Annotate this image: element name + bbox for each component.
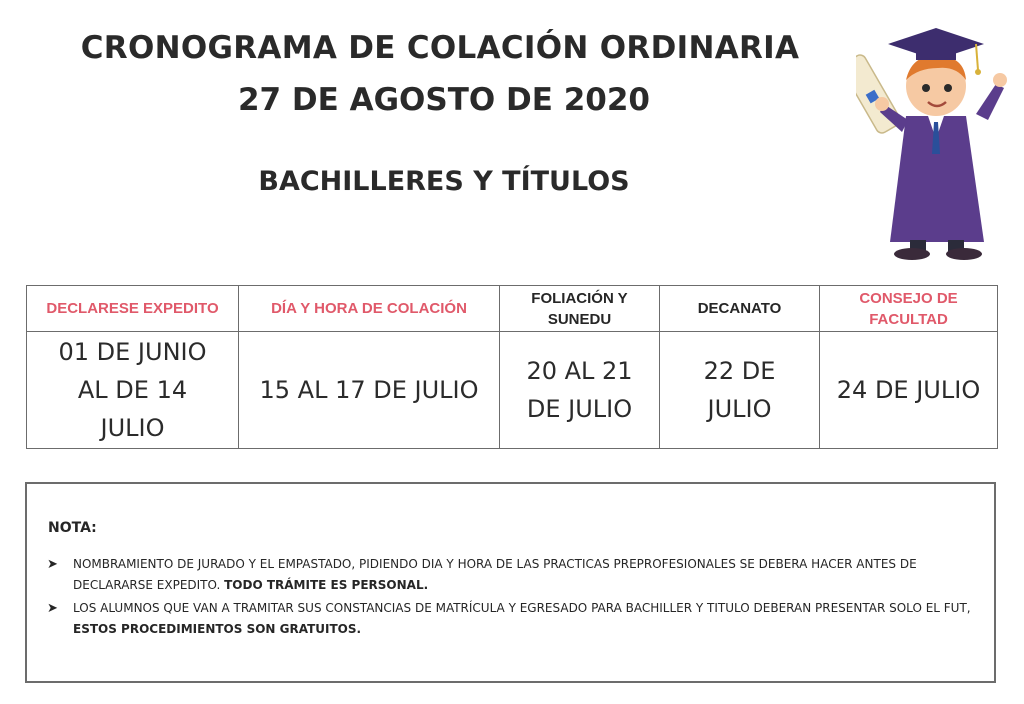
date-line: 01 DE JUNIO (58, 338, 207, 366)
note-item-emphasis: TODO TRÁMITE ES PERSONAL. (224, 578, 429, 592)
note-item (47, 554, 997, 596)
note-item-text: NOMBRAMIENTO DE JURADO Y EL EMPASTADO, PIDIENDO DIA Y HORA DE LAS PRACTICAS PREPROFESIONALES SE DEBERA HACER ANTES DE DECLARARSE EXPEDITO. (73, 557, 917, 592)
date-line: AL DE 14 (77, 376, 188, 404)
date-line: JULIO (707, 395, 772, 423)
header-decanato: DECANATO (660, 286, 820, 332)
date-line: JULIO (100, 414, 165, 442)
note-item-emphasis: ESTOS PROCEDIMIENTOS SON GRATUITOS. (73, 622, 362, 636)
graduate-child-icon (856, 14, 1016, 264)
arrow-bullet-icon: ➤ (47, 601, 58, 616)
header-dia-hora-colacion: DÍA Y HORA DE COLACIÓN (239, 286, 500, 332)
note-list (47, 554, 997, 642)
note-item-text: LOS ALUMNOS QUE VAN A TRAMITAR SUS CONSTANCIAS DE MATRÍCULA Y EGRESADO PARA BACHILLER Y TITULO DEBERAN PRESENTAR SOLO EL FUT, (73, 601, 971, 615)
header-foliacion-sunedu: FOLIACIÓN Y SUNEDU (500, 286, 660, 332)
header-declarese-expedito: DECLARESE EXPEDITO (27, 286, 239, 332)
date-line: 20 AL 21 (526, 357, 633, 385)
header-consejo-facultad: CONSEJO DE FACULTAD (820, 286, 998, 332)
date-dia-hora-colacion (239, 332, 500, 449)
date-line: 24 DE JULIO (836, 376, 981, 404)
section-subtitle: BACHILLERES Y TÍTULOS (258, 166, 630, 197)
arrow-bullet-icon: ➤ (47, 557, 58, 572)
note-box (25, 482, 996, 683)
schedule-date-row (27, 332, 998, 449)
date-decanato (660, 332, 820, 449)
date-line: 15 AL 17 DE JULIO (259, 376, 479, 404)
schedule-table (26, 285, 998, 449)
page-title: CRONOGRAMA DE COLACIÓN ORDINARIA (80, 30, 800, 66)
date-consejo-facultad (820, 332, 998, 449)
date-foliacion-sunedu (500, 332, 660, 449)
ceremony-date: 27 DE AGOSTO DE 2020 (237, 82, 651, 118)
schedule-header-row (27, 286, 998, 332)
note-title: NOTA: (48, 520, 97, 536)
date-declarese-expedito (27, 332, 239, 449)
note-item (47, 598, 997, 640)
date-line: DE JULIO (526, 395, 633, 423)
date-line: 22 DE (703, 357, 776, 385)
